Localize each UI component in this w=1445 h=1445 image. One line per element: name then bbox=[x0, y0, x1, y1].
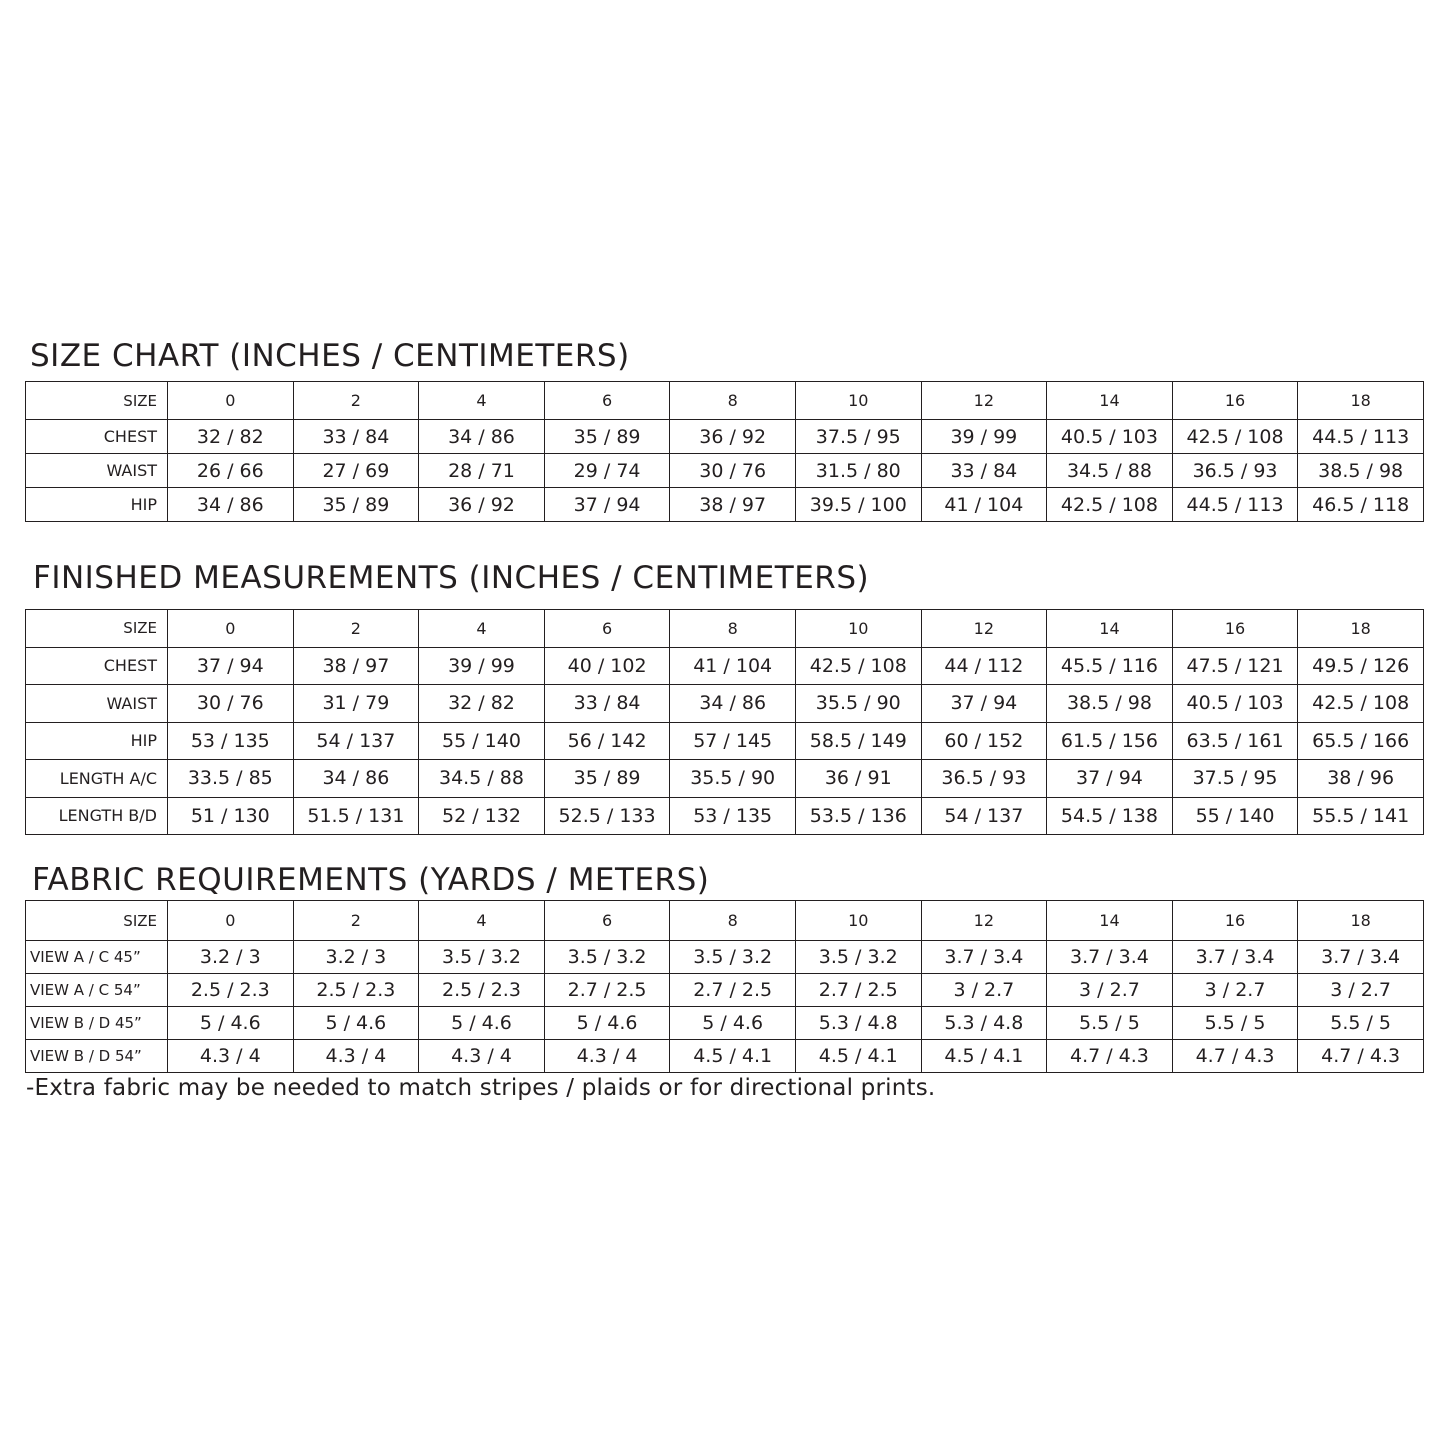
table-cell: 53 / 135 bbox=[168, 722, 294, 760]
row-label: HIP bbox=[26, 722, 168, 760]
table-cell: 58.5 / 149 bbox=[795, 722, 921, 760]
table-cell: 37 / 94 bbox=[544, 488, 670, 522]
table-cell: 36 / 91 bbox=[795, 760, 921, 798]
table-cell: 5 / 4.6 bbox=[419, 1007, 545, 1040]
finished-measurements-table bbox=[25, 609, 1424, 835]
table-cell: 39 / 99 bbox=[419, 647, 545, 685]
table-cell: 3.7 / 3.4 bbox=[1172, 941, 1298, 974]
size-label: SIZE bbox=[26, 901, 168, 941]
table-cell: 38 / 97 bbox=[670, 488, 796, 522]
row-label: LENGTH A/C bbox=[26, 760, 168, 798]
table-cell: 3.5 / 3.2 bbox=[670, 941, 796, 974]
size-header-cell: 12 bbox=[921, 610, 1047, 648]
table-row bbox=[26, 488, 1424, 522]
size-header-cell: 10 bbox=[795, 901, 921, 941]
table-cell: 5 / 4.6 bbox=[670, 1007, 796, 1040]
table-cell: 52 / 132 bbox=[419, 797, 545, 835]
size-header-cell: 16 bbox=[1172, 610, 1298, 648]
table-cell: 3.2 / 3 bbox=[293, 941, 419, 974]
row-label: LENGTH B/D bbox=[26, 797, 168, 835]
table-cell: 4.3 / 4 bbox=[293, 1040, 419, 1073]
table-cell: 52.5 / 133 bbox=[544, 797, 670, 835]
fabric-requirements-title: FABRIC REQUIREMENTS (YARDS / METERS) bbox=[32, 862, 710, 898]
table-cell: 2.7 / 2.5 bbox=[795, 974, 921, 1007]
size-header-cell: 12 bbox=[921, 382, 1047, 420]
table-cell: 36 / 92 bbox=[419, 488, 545, 522]
table-cell: 5 / 4.6 bbox=[168, 1007, 294, 1040]
table-cell: 33.5 / 85 bbox=[168, 760, 294, 798]
table-row bbox=[26, 974, 1424, 1007]
table-cell: 4.7 / 4.3 bbox=[1047, 1040, 1173, 1073]
size-header-cell: 4 bbox=[419, 382, 545, 420]
table-cell: 44.5 / 113 bbox=[1298, 420, 1424, 454]
table-cell: 34.5 / 88 bbox=[1047, 454, 1173, 488]
table-cell: 3 / 2.7 bbox=[921, 974, 1047, 1007]
table-cell: 5.3 / 4.8 bbox=[795, 1007, 921, 1040]
table-cell: 3.5 / 3.2 bbox=[419, 941, 545, 974]
table-cell: 65.5 / 166 bbox=[1298, 722, 1424, 760]
table-cell: 34 / 86 bbox=[670, 685, 796, 723]
size-header-cell: 2 bbox=[293, 382, 419, 420]
fabric-note: -Extra fabric may be needed to match stripes / plaids or for directional prints. bbox=[26, 1075, 936, 1101]
size-header-cell: 0 bbox=[168, 901, 294, 941]
table-cell: 35 / 89 bbox=[293, 488, 419, 522]
table-cell: 53 / 135 bbox=[670, 797, 796, 835]
row-label: VIEW B / D 45” bbox=[26, 1007, 168, 1040]
size-header-cell: 18 bbox=[1298, 610, 1424, 648]
table-cell: 37 / 94 bbox=[921, 685, 1047, 723]
table-cell: 51 / 130 bbox=[168, 797, 294, 835]
table-cell: 5.5 / 5 bbox=[1298, 1007, 1424, 1040]
table-row bbox=[26, 1040, 1424, 1073]
table-cell: 46.5 / 118 bbox=[1298, 488, 1424, 522]
table-cell: 33 / 84 bbox=[293, 420, 419, 454]
size-header-cell: 0 bbox=[168, 610, 294, 648]
table-cell: 36.5 / 93 bbox=[921, 760, 1047, 798]
table-cell: 56 / 142 bbox=[544, 722, 670, 760]
table-cell: 5.5 / 5 bbox=[1047, 1007, 1173, 1040]
table-cell: 51.5 / 131 bbox=[293, 797, 419, 835]
table-cell: 3.5 / 3.2 bbox=[795, 941, 921, 974]
table-row bbox=[26, 647, 1424, 685]
table-cell: 35 / 89 bbox=[544, 760, 670, 798]
size-chart-title: SIZE CHART (INCHES / CENTIMETERS) bbox=[30, 338, 630, 374]
table-cell: 55.5 / 141 bbox=[1298, 797, 1424, 835]
table-cell: 57 / 145 bbox=[670, 722, 796, 760]
table-cell: 3.7 / 3.4 bbox=[1298, 941, 1424, 974]
table-cell: 42.5 / 108 bbox=[795, 647, 921, 685]
size-label: SIZE bbox=[26, 382, 168, 420]
table-cell: 5.5 / 5 bbox=[1172, 1007, 1298, 1040]
size-header-cell: 6 bbox=[544, 610, 670, 648]
table-cell: 36 / 92 bbox=[670, 420, 796, 454]
table-cell: 2.7 / 2.5 bbox=[670, 974, 796, 1007]
table-cell: 39.5 / 100 bbox=[795, 488, 921, 522]
table-cell: 4.3 / 4 bbox=[544, 1040, 670, 1073]
table-cell: 28 / 71 bbox=[419, 454, 545, 488]
table-cell: 36.5 / 93 bbox=[1172, 454, 1298, 488]
table-cell: 32 / 82 bbox=[168, 420, 294, 454]
table-cell: 60 / 152 bbox=[921, 722, 1047, 760]
table-cell: 49.5 / 126 bbox=[1298, 647, 1424, 685]
table-cell: 34 / 86 bbox=[419, 420, 545, 454]
size-header-cell: 10 bbox=[795, 382, 921, 420]
fabric-requirements-section bbox=[25, 862, 1423, 1101]
table-cell: 40.5 / 103 bbox=[1172, 685, 1298, 723]
table-cell: 34.5 / 88 bbox=[419, 760, 545, 798]
table-cell: 3 / 2.7 bbox=[1047, 974, 1173, 1007]
table-row bbox=[26, 685, 1424, 723]
table-cell: 2.5 / 2.3 bbox=[168, 974, 294, 1007]
table-cell: 54 / 137 bbox=[921, 797, 1047, 835]
table-cell: 40 / 102 bbox=[544, 647, 670, 685]
table-cell: 40.5 / 103 bbox=[1047, 420, 1173, 454]
fabric-requirements-table bbox=[25, 900, 1424, 1073]
row-label: HIP bbox=[26, 488, 168, 522]
size-header-cell: 14 bbox=[1047, 901, 1173, 941]
table-cell: 54.5 / 138 bbox=[1047, 797, 1173, 835]
table-cell: 54 / 137 bbox=[293, 722, 419, 760]
table-cell: 45.5 / 116 bbox=[1047, 647, 1173, 685]
table-cell: 29 / 74 bbox=[544, 454, 670, 488]
table-cell: 47.5 / 121 bbox=[1172, 647, 1298, 685]
table-cell: 38 / 97 bbox=[293, 647, 419, 685]
table-row bbox=[26, 722, 1424, 760]
size-header-cell: 14 bbox=[1047, 610, 1173, 648]
table-row bbox=[26, 454, 1424, 488]
table-cell: 34 / 86 bbox=[168, 488, 294, 522]
table-cell: 31.5 / 80 bbox=[795, 454, 921, 488]
table-cell: 41 / 104 bbox=[921, 488, 1047, 522]
size-header-cell: 8 bbox=[670, 610, 796, 648]
size-header-cell: 10 bbox=[795, 610, 921, 648]
table-cell: 34 / 86 bbox=[293, 760, 419, 798]
table-cell: 35.5 / 90 bbox=[670, 760, 796, 798]
size-header-cell: 6 bbox=[544, 382, 670, 420]
table-cell: 4.3 / 4 bbox=[419, 1040, 545, 1073]
size-header-cell: 14 bbox=[1047, 382, 1173, 420]
table-cell: 37.5 / 95 bbox=[1172, 760, 1298, 798]
row-label: VIEW A / C 54” bbox=[26, 974, 168, 1007]
table-cell: 37 / 94 bbox=[1047, 760, 1173, 798]
row-label: VIEW B / D 54” bbox=[26, 1040, 168, 1073]
table-cell: 39 / 99 bbox=[921, 420, 1047, 454]
table-cell: 2.7 / 2.5 bbox=[544, 974, 670, 1007]
size-header-cell: 0 bbox=[168, 382, 294, 420]
table-cell: 3.2 / 3 bbox=[168, 941, 294, 974]
size-header-row bbox=[26, 610, 1424, 648]
size-header-cell: 18 bbox=[1298, 901, 1424, 941]
table-cell: 38 / 96 bbox=[1298, 760, 1424, 798]
table-cell: 55 / 140 bbox=[1172, 797, 1298, 835]
table-row bbox=[26, 1007, 1424, 1040]
table-cell: 4.5 / 4.1 bbox=[921, 1040, 1047, 1073]
size-chart-table bbox=[25, 381, 1424, 522]
row-label: CHEST bbox=[26, 647, 168, 685]
table-cell: 4.5 / 4.1 bbox=[670, 1040, 796, 1073]
table-cell: 41 / 104 bbox=[670, 647, 796, 685]
table-cell: 38.5 / 98 bbox=[1298, 454, 1424, 488]
size-header-cell: 2 bbox=[293, 901, 419, 941]
size-header-row bbox=[26, 901, 1424, 941]
finished-measurements-section bbox=[25, 560, 1423, 835]
size-chart-section bbox=[25, 338, 1423, 522]
table-cell: 53.5 / 136 bbox=[795, 797, 921, 835]
table-cell: 5 / 4.6 bbox=[544, 1007, 670, 1040]
table-cell: 44.5 / 113 bbox=[1172, 488, 1298, 522]
row-label: WAIST bbox=[26, 685, 168, 723]
size-header-cell: 12 bbox=[921, 901, 1047, 941]
row-label: CHEST bbox=[26, 420, 168, 454]
table-row bbox=[26, 420, 1424, 454]
size-header-cell: 16 bbox=[1172, 901, 1298, 941]
size-header-cell: 4 bbox=[419, 610, 545, 648]
table-cell: 30 / 76 bbox=[670, 454, 796, 488]
size-header-cell: 16 bbox=[1172, 382, 1298, 420]
table-cell: 30 / 76 bbox=[168, 685, 294, 723]
table-cell: 4.7 / 4.3 bbox=[1298, 1040, 1424, 1073]
table-cell: 38.5 / 98 bbox=[1047, 685, 1173, 723]
size-label: SIZE bbox=[26, 610, 168, 648]
size-header-cell: 18 bbox=[1298, 382, 1424, 420]
table-cell: 4.7 / 4.3 bbox=[1172, 1040, 1298, 1073]
table-cell: 26 / 66 bbox=[168, 454, 294, 488]
table-cell: 2.5 / 2.3 bbox=[419, 974, 545, 1007]
size-header-cell: 4 bbox=[419, 901, 545, 941]
table-cell: 27 / 69 bbox=[293, 454, 419, 488]
size-header-row bbox=[26, 382, 1424, 420]
row-label: WAIST bbox=[26, 454, 168, 488]
table-cell: 3.7 / 3.4 bbox=[1047, 941, 1173, 974]
table-cell: 61.5 / 156 bbox=[1047, 722, 1173, 760]
table-row bbox=[26, 760, 1424, 798]
row-label: VIEW A / C 45” bbox=[26, 941, 168, 974]
table-cell: 31 / 79 bbox=[293, 685, 419, 723]
table-cell: 33 / 84 bbox=[544, 685, 670, 723]
table-cell: 33 / 84 bbox=[921, 454, 1047, 488]
size-header-cell: 2 bbox=[293, 610, 419, 648]
table-cell: 3 / 2.7 bbox=[1172, 974, 1298, 1007]
table-cell: 3.7 / 3.4 bbox=[921, 941, 1047, 974]
table-cell: 5.3 / 4.8 bbox=[921, 1007, 1047, 1040]
table-cell: 42.5 / 108 bbox=[1047, 488, 1173, 522]
table-cell: 37 / 94 bbox=[168, 647, 294, 685]
table-row bbox=[26, 797, 1424, 835]
table-cell: 5 / 4.6 bbox=[293, 1007, 419, 1040]
size-header-cell: 8 bbox=[670, 901, 796, 941]
table-cell: 55 / 140 bbox=[419, 722, 545, 760]
table-cell: 42.5 / 108 bbox=[1298, 685, 1424, 723]
size-header-cell: 8 bbox=[670, 382, 796, 420]
table-cell: 42.5 / 108 bbox=[1172, 420, 1298, 454]
finished-measurements-title: FINISHED MEASUREMENTS (INCHES / CENTIMETERS) bbox=[33, 560, 870, 596]
table-cell: 63.5 / 161 bbox=[1172, 722, 1298, 760]
size-header-cell: 6 bbox=[544, 901, 670, 941]
table-cell: 3.5 / 3.2 bbox=[544, 941, 670, 974]
table-cell: 35 / 89 bbox=[544, 420, 670, 454]
table-cell: 4.5 / 4.1 bbox=[795, 1040, 921, 1073]
table-cell: 35.5 / 90 bbox=[795, 685, 921, 723]
table-cell: 37.5 / 95 bbox=[795, 420, 921, 454]
table-cell: 44 / 112 bbox=[921, 647, 1047, 685]
table-cell: 2.5 / 2.3 bbox=[293, 974, 419, 1007]
table-cell: 4.3 / 4 bbox=[168, 1040, 294, 1073]
table-cell: 3 / 2.7 bbox=[1298, 974, 1424, 1007]
table-row bbox=[26, 941, 1424, 974]
table-cell: 32 / 82 bbox=[419, 685, 545, 723]
